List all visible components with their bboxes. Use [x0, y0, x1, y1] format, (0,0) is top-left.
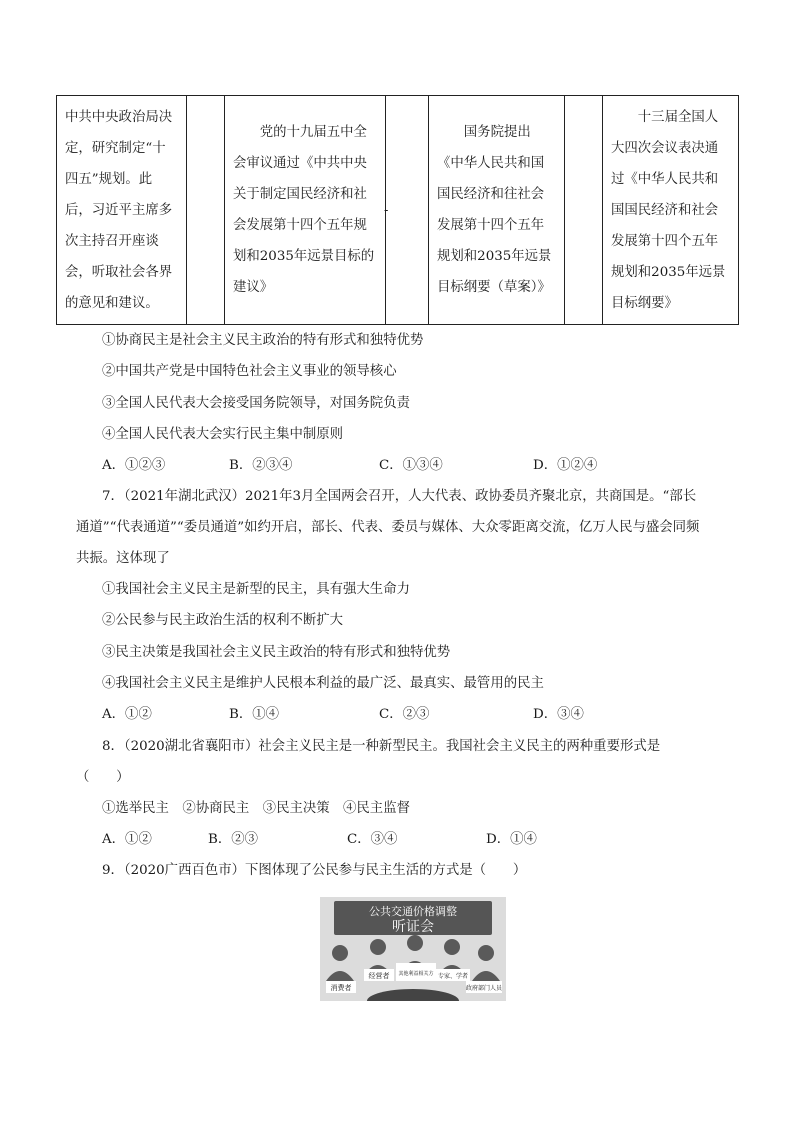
flow-gap: [386, 96, 429, 325]
q6-statement-4: ④全国人民代表大会实行民主集中制原则: [102, 427, 344, 442]
q7-option-b[interactable]: B．①④: [229, 707, 280, 722]
dash-mark: -: [384, 203, 389, 218]
q6-option-d[interactable]: D．①②④: [533, 458, 598, 473]
flow-step-1: 中共中央政治局决定，研究制定“十四五”规划。此后，习近平主席多次主持召开座谈会，听取社会各界的意见和建议。: [57, 96, 187, 325]
q8-statements: ①选举民主 ②协商民主 ③民主决策 ④民主监督: [102, 801, 410, 816]
q6-option-b[interactable]: B．②③④: [229, 458, 293, 473]
hearing-illustration: [320, 897, 506, 1001]
q7-option-c[interactable]: C．②③: [379, 707, 430, 722]
q7-stem-line-3: 共振。这体现了: [76, 551, 170, 566]
q7-statement-4: ④我国社会主义民主是维护人民根本利益的最广泛、最真实、最管用的民主: [102, 676, 544, 691]
q8-option-c[interactable]: C．③④: [347, 832, 398, 847]
q6-statement-2: ②中国共产党是中国特色社会主义事业的领导核心: [102, 364, 397, 379]
q7-statement-1: ①我国社会主义民主是新型的民主，具有强大生命力: [102, 582, 410, 597]
label-operator: 经营者: [368, 972, 390, 980]
q8-option-d[interactable]: D．①④: [486, 832, 537, 847]
q9-stem: 9．（2020广西百色市）下图体现了公民参与民主生活的方式是（ ）: [102, 863, 527, 878]
q8-stem-line-1: 8．（2020湖北省襄阳市）社会主义民主是一种新型民主。我国社会主义民主的两种重要形式是: [102, 739, 661, 754]
q6-option-a[interactable]: A．①②③: [102, 458, 166, 473]
q7-statement-2: ②公民参与民主政治生活的权利不断扩大: [102, 613, 344, 628]
q6-statement-1: ①协商民主是社会主义民主政治的特有形式和独特优势: [102, 333, 424, 348]
q8-option-b[interactable]: B．②③: [208, 832, 259, 847]
flow-step-4: 十三届全国人大四次会议表决通过《中华人民共和国国民经济和社会发展第十四个五年规划和2035年远景目标纲要》: [603, 96, 739, 325]
label-other-parties: 其他利益相关方: [398, 971, 434, 977]
q7-stem-line-2: 通道”“代表通道”“委员通道”如约开启，部长、代表、委员与媒体、大众零距离交流，亿万人民与盛会同频: [76, 520, 700, 535]
label-experts: 专家、学者: [437, 973, 469, 980]
q7-stem-line-1: 7．（2021年湖北武汉）2021年3月全国两会召开，人大代表、政协委员齐聚北京，共商国是。“部长: [102, 489, 697, 504]
flow-gap: [565, 96, 603, 325]
process-flow-table: [56, 95, 739, 325]
q7-option-a[interactable]: A．①②: [102, 707, 152, 722]
banner-title: 公共交通价格调整: [369, 905, 457, 918]
q8-option-a[interactable]: A．①②: [102, 832, 152, 847]
flow-step-3: 国务院提出《中华人民共和国国民经济和往社会发展第十四个五年规划和2035年远景目标纲要（草案）》: [429, 96, 565, 325]
q6-option-c[interactable]: C．①③④: [379, 458, 443, 473]
label-government: 政府部门人员: [465, 985, 503, 992]
label-consumer: 消费者: [330, 984, 352, 992]
flow-gap: [187, 96, 225, 325]
q6-statement-3: ③全国人民代表大会接受国务院领导，对国务院负责: [102, 396, 410, 411]
q8-stem-line-2: （ ）: [76, 770, 130, 785]
q7-option-d[interactable]: D．③④: [533, 707, 584, 722]
banner-subtitle: 听证会: [392, 919, 434, 935]
q7-statement-3: ③民主决策是我国社会主义民主政治的特有形式和独特优势: [102, 645, 451, 660]
flow-step-2: 党的十九届五中全会审议通过《中共中央关于制定国民经济和社会发展第十四个五年规划和2035年远景目标的建议》: [225, 96, 386, 325]
